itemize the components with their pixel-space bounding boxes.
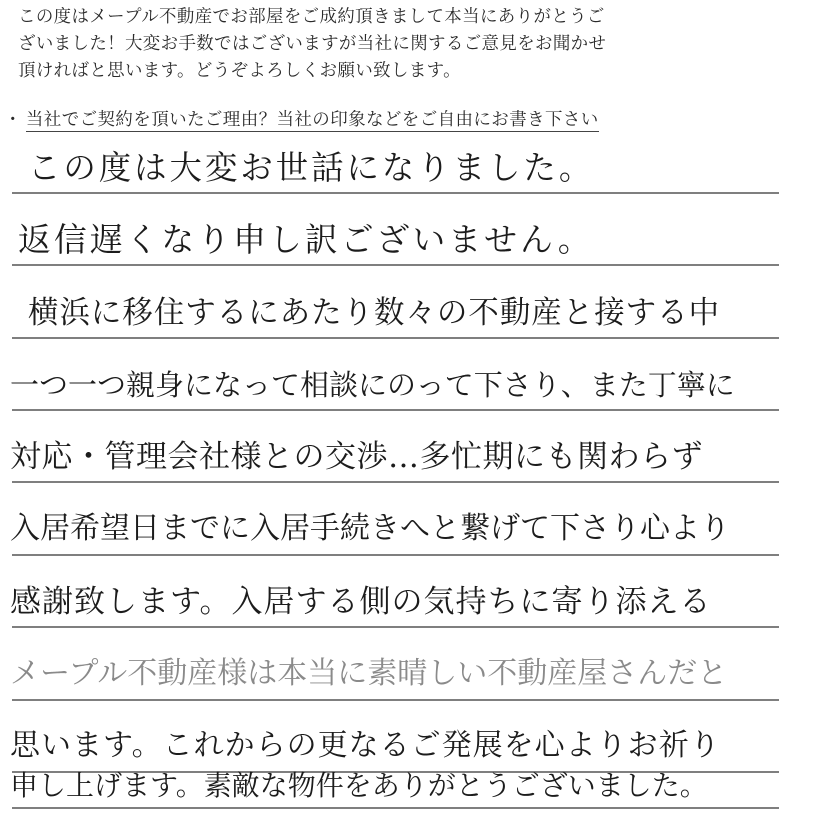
handwritten-line-3: 横浜に移住するにあたり数々の不動産と接する中 xyxy=(28,295,721,331)
header-line-1: この度はメープル不動産でお部屋をご成約頂きまして本当にありがとうご xyxy=(18,7,605,27)
handwritten-line-10: 申し上げます。素敵な物件をありがとうございました。 xyxy=(10,769,708,802)
handwritten-line-1: この度は大変お世話になりました。 xyxy=(28,148,595,187)
handwritten-line-4: 一つ一つ親身になって相談にのって下さり、また丁寧に xyxy=(10,368,735,402)
handwritten-line-7: 感謝致します。入居する側の気持ちに寄り添える xyxy=(10,584,712,620)
handwritten-line-9: 思います。これからの更なるご発展を心よりお祈り xyxy=(10,728,721,763)
handwritten-line-5: 対応・管理会社様との交渉…多忙期にも関わらず xyxy=(10,439,703,475)
handwritten-line-2: 返信遅くなり申し訳ございません。 xyxy=(18,220,594,259)
header-line-2: ざいました！大変お手数ではございますが当社に関するご意見をお聞かせ xyxy=(18,34,607,54)
question-text: 当社でご契約を頂いたご理由？当社の印象などをご自由にお書き下さい xyxy=(25,110,599,130)
header-line-3: 頂ければと思います。どうぞよろしくお願い致します。 xyxy=(18,61,461,81)
handwritten-line-6: 入居希望日までに入居手続きへと繋げて下さり心より xyxy=(10,511,730,546)
handwritten-line-8: メープル不動産様は本当に素晴しい不動産屋さんだと xyxy=(10,656,728,691)
bullet-mark: ・ xyxy=(4,110,22,130)
